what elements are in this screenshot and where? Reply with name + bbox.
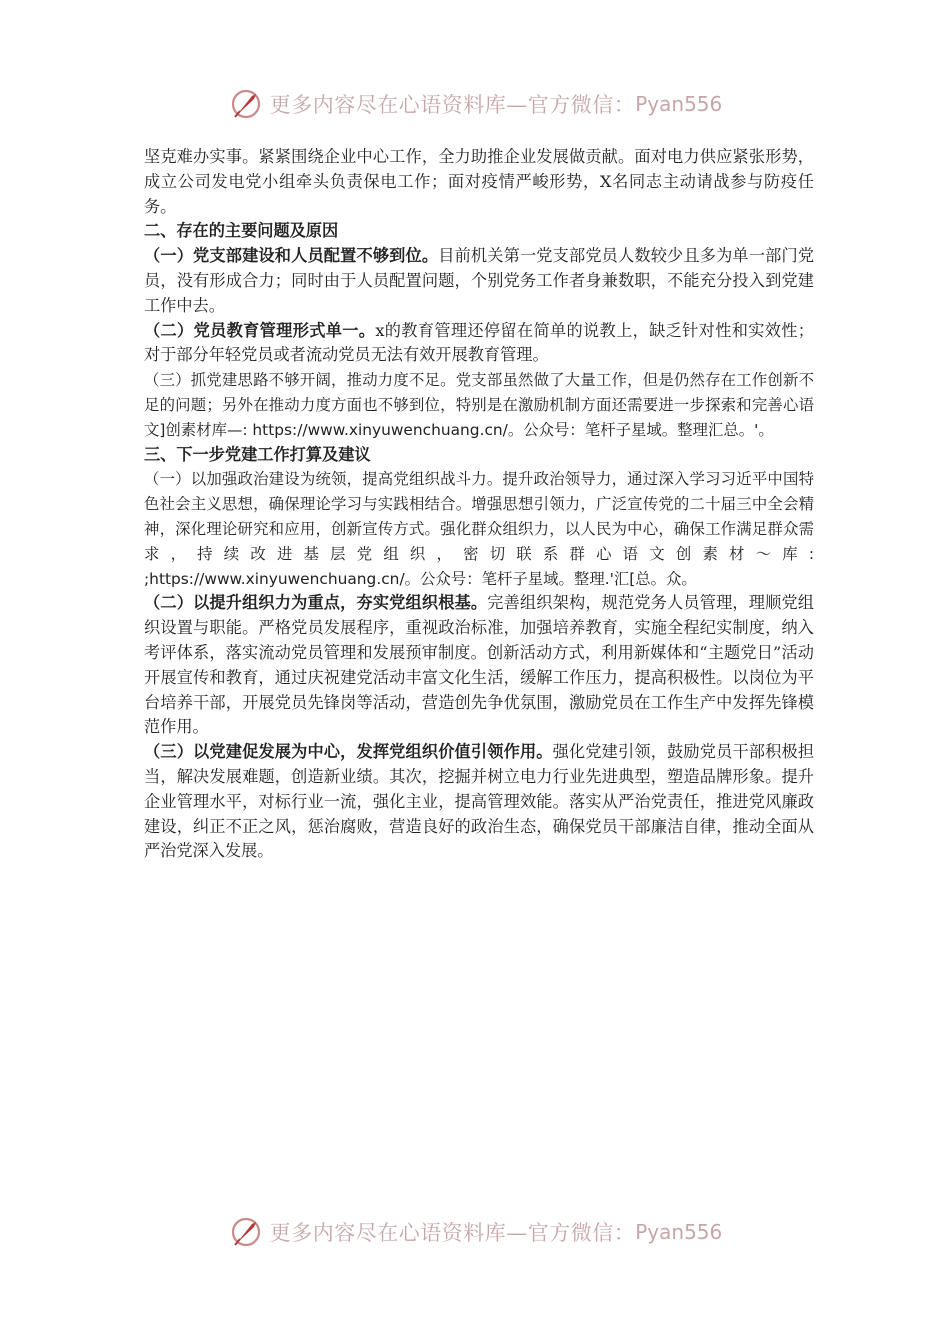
paragraph: （二）以提升组织力为重点，夯实党组织根基。完善组织架构，规范党务人员管理，理顺党组织设置与职能。严格党员发展程序，重视政治标准，加强培养教育，实施全程纪实制度，纳入考评体系，落实流动党员管理和发展预审制度。创新活动方式，利用新媒体和“主题党日”活动开展宣传和教育，通过庆祝建党活动丰富文化生活，缓解工作压力，提高积极性。以岗位为平台培养干部，开展党员先锋岗等活动，营造创先争优氛围，激励党员在工作生产中发挥先锋模范作用。: [144, 593, 814, 737]
paragraph: （三）抓党建思路不够开阔，推动力度不足。党支部虽然做了大量工作，但是仍然存在工作创新不足的问题；另外在推动力度方面也不够到位，特别是在激励机制方面还需要进一步探索和完善心语文]创素材库—: https://www.xinyuwenchuang.cn/。公众号：笔杆子星域。整理汇总。'。: [144, 371, 814, 439]
watermark-text: 更多内容尽在心语资料库—官方微信：: [269, 1221, 636, 1245]
paragraph: （一）以加强政治建设为统领，提高党组织战斗力。提升政治领导力，通过深入学习习近平中国特色社会主义思想，确保理论学习与实践相结合。增强思想引领力，广泛宣传党的二十届三中全会精神，深化理论研究和应用，创新宣传方式。强化群众组织力，以人民为中心，确保工作满足群众需求，持续改进基层党组织，密切联系群心语文创素材～库: ;https://www.xinyuwenchuang.cn/。公众号：笔杆子星域。整理.'汇[总。众。: [144, 470, 814, 588]
paragraph: （一）党支部建设和人员配置不够到位。目前机关第一党支部党员人数较少且多为单一部门党员，没有形成合力；同时由于人员配置问题，个别党务工作者身兼数职，不能充分投入到党建工作中去。: [144, 246, 815, 315]
paragraph-lead: （二）以提升组织力为重点，夯实党组织根基。: [144, 593, 488, 613]
watermark-wechat-id: Pyan556: [635, 92, 723, 116]
watermark-banner-top: [0, 84, 950, 124]
watermark-text: 更多内容尽在心语资料库—官方微信：: [269, 93, 636, 117]
section-heading: 三、下一步党建工作打算及建议: [144, 444, 371, 464]
document-body: [144, 145, 814, 864]
paragraph-lead: （三）以党建促发展为中心，发挥党组织价值引领作用。: [144, 742, 553, 762]
paragraph-lead: （一）党支部建设和人员配置不够到位。: [144, 246, 439, 266]
watermark-banner-bottom: [0, 1212, 950, 1252]
paragraph-lead: （二）党员教育管理形式单一。: [144, 320, 376, 340]
paragraph: （二）党员教育管理形式单一。x的教育管理还停留在简单的说教上，缺乏针对性和实效性；对于部分年轻党员或者流动党员无法有效开展教育管理。: [144, 320, 814, 365]
watermark-wechat-id: Pyan556: [635, 1220, 723, 1244]
section-heading: 二、存在的主要问题及原因: [144, 221, 339, 241]
quill-logo-icon: [228, 86, 264, 122]
quill-logo-icon: [228, 1214, 264, 1250]
paragraph: （三）以党建促发展为中心，发挥党组织价值引领作用。强化党建引领，鼓励党员干部积极担当，解决发展难题，创造新业绩。其次，挖掘并树立电力行业先进典型，塑造品牌形象。提升企业管理水平，对标行业一流，强化主业，提高管理效能。落实从严治党责任，推进党风廉政建设，纠正不正之风，惩治腐败，营造良好的政治生态，确保党员干部廉洁自律，推动全面从严治党深入发展。: [144, 742, 815, 861]
paragraph: 坚克难办实事。紧紧围绕企业中心工作，全力助推企业发展做贡献。面对电力供应紧张形势，成立公司发电党小组牵头负责保电工作；面对疫情严峻形势，X名同志主动请战参与防疫任务。: [144, 147, 814, 216]
